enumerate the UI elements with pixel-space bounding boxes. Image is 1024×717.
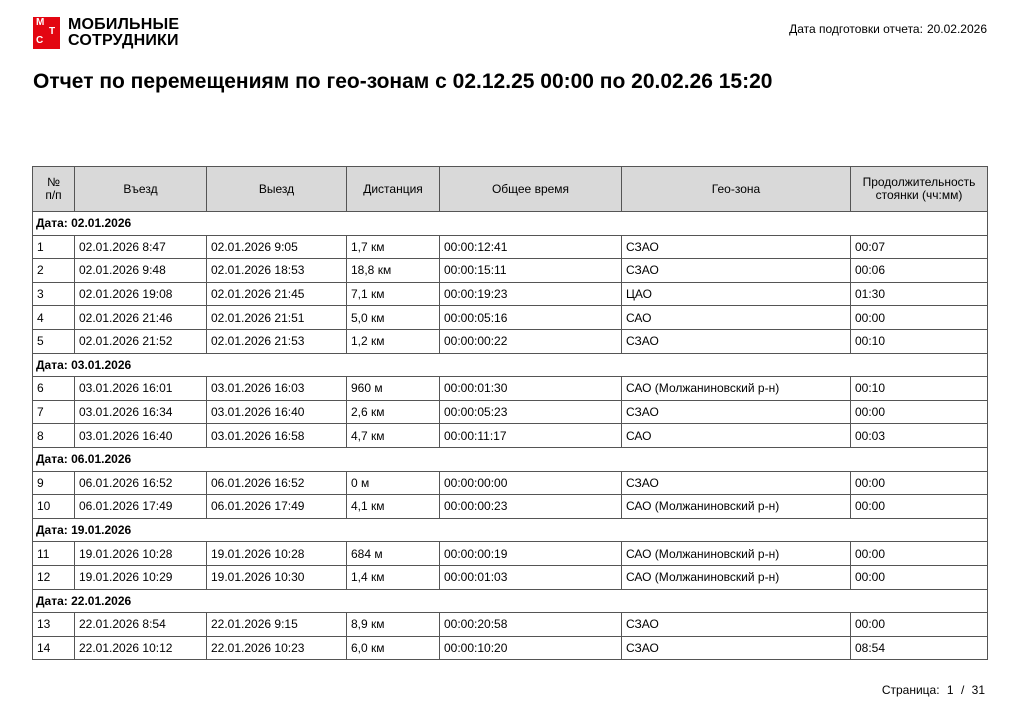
logo-letter-t: Т <box>49 26 56 37</box>
prepared-date-label: Дата подготовки отчета: <box>789 22 923 36</box>
report-prepared-date <box>789 22 987 36</box>
table-cell: СЗАО <box>622 259 851 283</box>
column-header: № п/п <box>33 167 75 212</box>
date-group-label: Дата: 22.01.2026 <box>33 589 988 613</box>
column-header: Въезд <box>75 167 207 212</box>
table-row <box>33 565 988 589</box>
report-title: Отчет по перемещениям по гео-зонам с 02.12.25 00:00 по 20.02.26 15:20 <box>33 70 773 93</box>
table-cell: 00:00:00:23 <box>440 495 622 519</box>
table-cell: САО <box>622 424 851 448</box>
table-cell: 1,2 км <box>347 329 440 353</box>
table-row <box>33 613 988 637</box>
table-header <box>33 167 988 212</box>
table-cell: САО (Молжаниновский р-н) <box>622 495 851 519</box>
logo-letter-s: С <box>36 35 44 46</box>
table-row <box>33 306 988 330</box>
table-cell: 03.01.2026 16:40 <box>75 424 207 448</box>
table-row <box>33 400 988 424</box>
table-cell: 00:00 <box>851 613 988 637</box>
table-cell: 00:00 <box>851 565 988 589</box>
table-cell: 19.01.2026 10:29 <box>75 565 207 589</box>
table-cell: 18,8 км <box>347 259 440 283</box>
table-cell: 9 <box>33 471 75 495</box>
table-cell: 00:00:12:41 <box>440 235 622 259</box>
table-cell: 00:00:19:23 <box>440 282 622 306</box>
table-cell: 00:00:20:58 <box>440 613 622 637</box>
table-cell: СЗАО <box>622 471 851 495</box>
table-cell: 19.01.2026 10:30 <box>207 565 347 589</box>
table-cell: САО (Молжаниновский р-н) <box>622 542 851 566</box>
date-group-label: Дата: 03.01.2026 <box>33 353 988 377</box>
table-row <box>33 424 988 448</box>
table-cell: 00:06 <box>851 259 988 283</box>
table-cell: 00:00:01:30 <box>440 377 622 401</box>
table-cell: 19.01.2026 10:28 <box>75 542 207 566</box>
table-cell: 02.01.2026 18:53 <box>207 259 347 283</box>
table-cell: 00:00 <box>851 306 988 330</box>
table-cell: 00:00:00:19 <box>440 542 622 566</box>
header-row <box>33 167 988 212</box>
table-cell: 00:03 <box>851 424 988 448</box>
table-cell: СЗАО <box>622 329 851 353</box>
prepared-date-value: 20.02.2026 <box>926 22 987 36</box>
table-cell: 5 <box>33 329 75 353</box>
table-cell: 02.01.2026 21:45 <box>207 282 347 306</box>
table-row <box>33 495 988 519</box>
logo-text <box>68 17 179 49</box>
table-cell: 03.01.2026 16:01 <box>75 377 207 401</box>
table-row <box>33 542 988 566</box>
column-header: Общее время <box>440 167 622 212</box>
table-cell: 03.01.2026 16:58 <box>207 424 347 448</box>
table-row <box>33 282 988 306</box>
date-group-row <box>33 589 988 613</box>
table-cell: 00:00:00:22 <box>440 329 622 353</box>
table-cell: 06.01.2026 16:52 <box>75 471 207 495</box>
table-cell: 10 <box>33 495 75 519</box>
table-cell: 00:10 <box>851 329 988 353</box>
table-cell: 02.01.2026 19:08 <box>75 282 207 306</box>
table-cell: 6,0 км <box>347 636 440 660</box>
logo-letter-m: М <box>36 17 45 28</box>
table-cell: 1,4 км <box>347 565 440 589</box>
table-cell: 19.01.2026 10:28 <box>207 542 347 566</box>
table-cell: 14 <box>33 636 75 660</box>
table-cell: САО <box>622 306 851 330</box>
logo-line-1: МОБИЛЬНЫЕ <box>68 16 180 33</box>
table-cell: 02.01.2026 21:52 <box>75 329 207 353</box>
table-cell: СЗАО <box>622 636 851 660</box>
table-row <box>33 636 988 660</box>
table-cell: 5,0 км <box>347 306 440 330</box>
page-label: Страница: <box>881 683 940 697</box>
table-cell: 02.01.2026 21:51 <box>207 306 347 330</box>
table-cell: 6 <box>33 377 75 401</box>
table-row <box>33 235 988 259</box>
date-group-row <box>33 518 988 542</box>
table-cell: СЗАО <box>622 400 851 424</box>
table-cell: 0 м <box>347 471 440 495</box>
table-cell: 08:54 <box>851 636 988 660</box>
table-cell: 2 <box>33 259 75 283</box>
table-cell: САО (Молжаниновский р-н) <box>622 565 851 589</box>
table-cell: 01:30 <box>851 282 988 306</box>
table-cell: 00:10 <box>851 377 988 401</box>
table-cell: 02.01.2026 8:47 <box>75 235 207 259</box>
table-cell: 2,6 км <box>347 400 440 424</box>
table-cell: 00:00:15:11 <box>440 259 622 283</box>
column-header: Дистанция <box>347 167 440 212</box>
table-cell: 22.01.2026 8:54 <box>75 613 207 637</box>
table-row <box>33 377 988 401</box>
page-current: 1 <box>946 683 954 697</box>
table-cell: 12 <box>33 565 75 589</box>
table-cell: САО (Молжаниновский р-н) <box>622 377 851 401</box>
mts-logo-mark <box>33 17 60 49</box>
table-cell: 03.01.2026 16:03 <box>207 377 347 401</box>
table-cell: 00:00:05:23 <box>440 400 622 424</box>
column-header: Продолжительность стоянки (чч:мм) <box>851 167 988 212</box>
table-row <box>33 329 988 353</box>
report-table <box>32 166 988 660</box>
table-cell: 00:00 <box>851 495 988 519</box>
table-cell: 960 м <box>347 377 440 401</box>
table-cell: 00:00:10:20 <box>440 636 622 660</box>
table-cell: 00:00 <box>851 400 988 424</box>
page-indicator <box>880 683 987 697</box>
table-cell: 03.01.2026 16:40 <box>207 400 347 424</box>
page-separator: / <box>960 683 965 697</box>
table-cell: 00:00 <box>851 542 988 566</box>
table-cell: 02.01.2026 21:53 <box>207 329 347 353</box>
table-cell: ЦАО <box>622 282 851 306</box>
table-cell: 22.01.2026 10:12 <box>75 636 207 660</box>
table-cell: 13 <box>33 613 75 637</box>
table-cell: 1 <box>33 235 75 259</box>
date-group-label: Дата: 19.01.2026 <box>33 518 988 542</box>
table-cell: 00:07 <box>851 235 988 259</box>
date-group-row <box>33 212 988 236</box>
table-cell: 22.01.2026 9:15 <box>207 613 347 637</box>
logo-line-2: СОТРУДНИКИ <box>68 32 179 49</box>
table-cell: 8 <box>33 424 75 448</box>
date-group-row <box>33 447 988 471</box>
table-cell: 00:00:01:03 <box>440 565 622 589</box>
column-header: Выезд <box>207 167 347 212</box>
table-cell: 00:00 <box>851 471 988 495</box>
table-row <box>33 471 988 495</box>
table-cell: 00:00:11:17 <box>440 424 622 448</box>
table-body <box>33 212 988 660</box>
table-cell: 4,1 км <box>347 495 440 519</box>
table-cell: 00:00:00:00 <box>440 471 622 495</box>
column-header: Гео-зона <box>622 167 851 212</box>
table-cell: 3 <box>33 282 75 306</box>
date-group-label: Дата: 02.01.2026 <box>33 212 988 236</box>
table-cell: 02.01.2026 21:46 <box>75 306 207 330</box>
table-cell: 06.01.2026 17:49 <box>207 495 347 519</box>
table-cell: 00:00:05:16 <box>440 306 622 330</box>
table-cell: СЗАО <box>622 235 851 259</box>
table-cell: 06.01.2026 17:49 <box>75 495 207 519</box>
table-cell: 22.01.2026 10:23 <box>207 636 347 660</box>
table-cell: 1,7 км <box>347 235 440 259</box>
table-cell: 02.01.2026 9:48 <box>75 259 207 283</box>
table-cell: 03.01.2026 16:34 <box>75 400 207 424</box>
date-group-row <box>33 353 988 377</box>
table-cell: 7,1 км <box>347 282 440 306</box>
table-cell: 7 <box>33 400 75 424</box>
table-cell: 684 м <box>347 542 440 566</box>
company-logo <box>33 17 179 49</box>
table-cell: 11 <box>33 542 75 566</box>
table-cell: 8,9 км <box>347 613 440 637</box>
table-row <box>33 259 988 283</box>
date-group-label: Дата: 06.01.2026 <box>33 447 988 471</box>
table-cell: СЗАО <box>622 613 851 637</box>
table-cell: 4,7 км <box>347 424 440 448</box>
table-cell: 4 <box>33 306 75 330</box>
table-cell: 02.01.2026 9:05 <box>207 235 347 259</box>
page-total: 31 <box>971 683 985 697</box>
table-cell: 06.01.2026 16:52 <box>207 471 347 495</box>
